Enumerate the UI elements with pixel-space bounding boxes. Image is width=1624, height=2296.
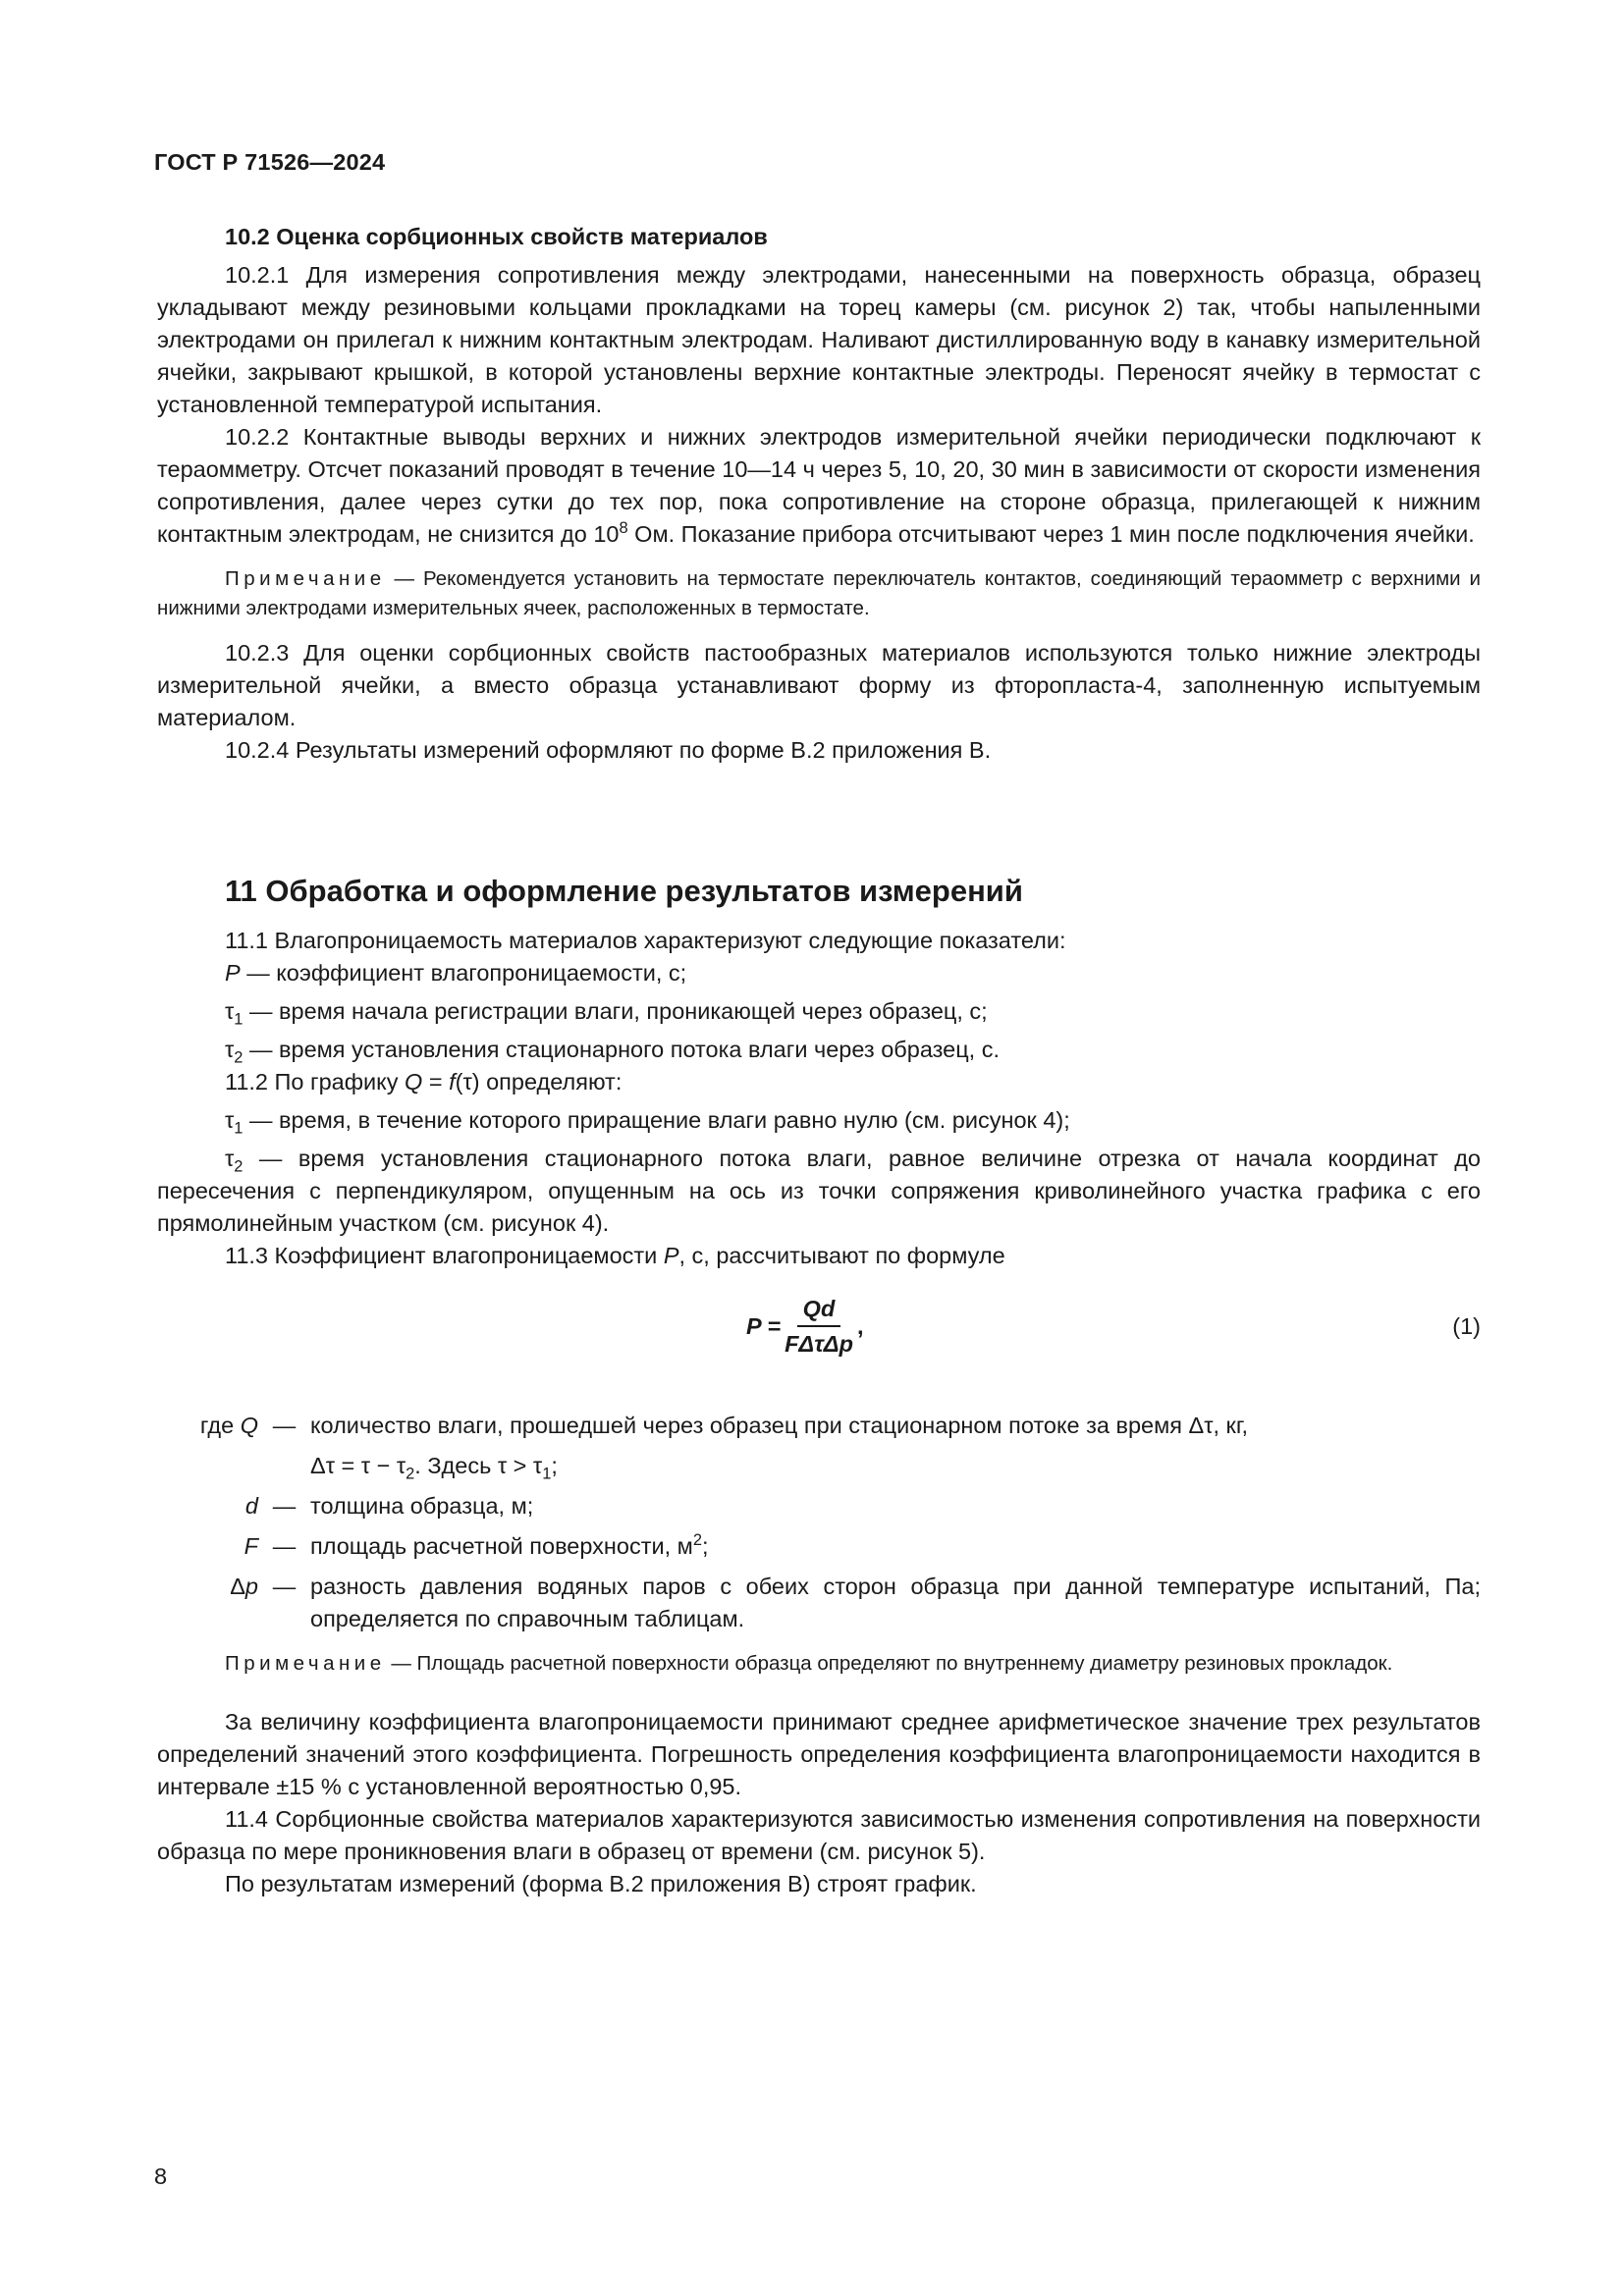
item-tau2 xyxy=(157,1034,1481,1066)
item-tau2b-text: — время установления стационарного потока влаги, равное величине отрезка от начала координат до пересечения с перпендикуляром, опущенным на ось из точки сопряжения криволинейного участка графика с его прямолинейным участком (см. рисунок 4). xyxy=(157,1146,1481,1236)
note-1-text: — Рекомендуется установить на термостате переключатель контактов, соединяющий тераомметр с верхними и нижними электродами измерительных ячеек, расположенных в термостате. xyxy=(157,567,1481,619)
q-cont-text-3: ; xyxy=(551,1453,558,1478)
equation-number: (1) xyxy=(1452,1313,1481,1339)
subscript: 2 xyxy=(234,1157,244,1176)
symbol-tau: τ xyxy=(225,1107,235,1133)
where-word: где xyxy=(199,1413,235,1438)
symbol-P: P xyxy=(663,1243,679,1268)
q-cont-text: Δτ = τ − τ xyxy=(310,1453,406,1478)
definition-d xyxy=(157,1490,1481,1522)
paragraph-10-2-3: 10.2.3 Для оценки сорбционных свойств пастообразных материалов используются только нижние электроды измерительной ячейки, а вместо образца устанавливают форму из фторопласта-4, заполненную испытуемым материалом. xyxy=(157,640,1481,730)
subscript: 1 xyxy=(234,1119,244,1138)
paragraph-average: За величину коэффициента влагопроницаемости принимают среднее арифметическое значение трех результатов определений значений этого коэффициента. Погрешность определения коэффициента влагопроницаемости находится в интервале ±15 % с установленной вероятностью 0,95. xyxy=(157,1709,1481,1799)
formula-numerator: Qd xyxy=(797,1294,841,1327)
definition-dash: — xyxy=(272,1574,297,1599)
definition-dash: — xyxy=(272,1413,297,1438)
formula-comma: , xyxy=(856,1312,864,1339)
symbol-tau: τ xyxy=(225,1037,235,1062)
symbol-Q: Q xyxy=(405,1069,423,1095)
formula-lhs: P = xyxy=(746,1312,782,1339)
definition-dash: — xyxy=(272,1493,297,1519)
definition-text: количество влаги, прошедшей через образец при стационарном потоке за время Δτ, кг, xyxy=(310,1413,1249,1438)
section-10-2 xyxy=(157,221,1481,767)
symbol-tau: τ xyxy=(225,1146,235,1171)
definition-Q xyxy=(157,1410,1481,1442)
paragraph-10-2-2 xyxy=(157,421,1481,551)
symbol-F: F xyxy=(244,1533,258,1559)
symbol-P: P xyxy=(225,960,241,986)
symbol-f: f xyxy=(449,1069,456,1095)
paragraph-11-1: 11.1 Влагопроницаемость материалов характеризуют следующие показатели: xyxy=(225,928,1066,953)
paragraph-11-4: 11.4 Сорбционные свойства материалов характеризуются зависимостью изменения сопротивления на поверхности образца по мере проникновения влаги в образец от времени (см. рисунок 5). xyxy=(157,1806,1481,1864)
delta-sign: Δ xyxy=(230,1574,245,1599)
subscript: 1 xyxy=(542,1465,552,1483)
symbol-d: d xyxy=(244,1493,258,1519)
formula-denominator: FΔτΔp xyxy=(785,1331,853,1357)
note-2-text: — Площадь расчетной поверхности образца определяют по внутреннему диаметру резиновых прокладок. xyxy=(385,1652,1393,1675)
superscript: 2 xyxy=(692,1531,702,1550)
paragraph-last: По результатам измерений (форма В.2 приложения В) строят график. xyxy=(225,1871,977,1896)
definition-Q-continuation xyxy=(157,1450,1481,1482)
section-11 xyxy=(157,872,1481,1900)
item-tau1-text: — время начала регистрации влаги, проникающей через образец, с; xyxy=(243,998,988,1024)
formula-1 xyxy=(157,1294,1481,1380)
p11-2-text: 11.2 По графику xyxy=(225,1069,406,1095)
item-P-text: — коэффициент влагопроницаемости, с; xyxy=(240,960,687,986)
item-tau1b-text: — время, в течение которого приращение влаги равно нулю (см. рисунок 4); xyxy=(243,1107,1070,1133)
symbol-Q: Q xyxy=(240,1413,258,1438)
note-1 xyxy=(157,564,1481,623)
paragraph-11-3 xyxy=(157,1240,1481,1272)
definition-text: разность давления водяных паров с обеих сторон образца при данной температуре испытаний, Па; определяется по справочным таблицам. xyxy=(310,1574,1481,1631)
definition-text xyxy=(310,1530,1481,1563)
definitions-list xyxy=(157,1410,1481,1635)
symbol-delta-p xyxy=(157,1571,258,1635)
p2-text-after: Ом. Показание прибора отсчитывают через 1 мин после подключения ячейки. xyxy=(627,521,1475,547)
definition-text: толщина образца, м; xyxy=(310,1493,534,1519)
definition-F xyxy=(157,1530,1481,1563)
paragraph-11-2 xyxy=(157,1066,1481,1098)
f-text: площадь расчетной поверхности, м xyxy=(310,1533,693,1559)
formula-fraction xyxy=(785,1294,853,1359)
note-2-label: Примечание xyxy=(225,1652,386,1675)
document-header: ГОСТ Р 71526—2024 xyxy=(154,149,386,175)
item-P xyxy=(157,957,1481,989)
p11-2-eq: = xyxy=(422,1069,450,1095)
symbol-tau: τ xyxy=(225,998,235,1024)
paragraph-10-2-4: 10.2.4 Результаты измерений оформляют по форме В.2 приложения В. xyxy=(225,737,992,763)
f-text-end: ; xyxy=(701,1533,709,1559)
p11-3-post: , с, рассчитывают по формуле xyxy=(678,1243,1005,1268)
item-tau1 xyxy=(157,995,1481,1028)
definition-symbol xyxy=(157,1410,258,1442)
symbol-p: p xyxy=(244,1574,258,1599)
p11-3-text: 11.3 Коэффициент влагопроницаемости xyxy=(225,1243,664,1268)
note-2 xyxy=(157,1649,1481,1679)
note-1-label: Примечание xyxy=(225,567,386,590)
definition-dash: — xyxy=(272,1533,297,1559)
section-title-11: 11 Обработка и оформление результатов измерений xyxy=(225,874,1023,908)
paragraph-10-2-1: 10.2.1 Для измерения сопротивления между электродами, нанесенными на поверхность образца, образец укладывают между резиновыми кольцами прокладками на торец камеры (см. рисунок 2) так, чтобы напыленными электродами он прилегал к нижним контактным электродам. Наливают дистиллированную воду в канавку измерительной ячейки, закрывают крышкой, в которой установлены верхние контактные электроды. Переносят ячейку в термостат с установленной температурой испытания. xyxy=(157,262,1481,417)
item-tau2-b xyxy=(157,1143,1481,1240)
page-number: 8 xyxy=(154,2163,168,2189)
p2-exponent: 8 xyxy=(619,519,628,538)
section-title-10-2: 10.2 Оценка сорбционных свойств материалов xyxy=(225,224,768,249)
definition-dp xyxy=(157,1571,1481,1635)
p11-2-arg: (τ) определяют: xyxy=(455,1069,623,1095)
formula-expression xyxy=(746,1294,863,1359)
subscript: 2 xyxy=(406,1465,415,1483)
subscript: 1 xyxy=(234,1010,244,1029)
q-cont-text-2: . Здесь τ > τ xyxy=(414,1453,543,1478)
item-tau1-b xyxy=(157,1104,1481,1137)
p2-text-before: 10.2.2 Контактные выводы верхних и нижних электродов измерительной ячейки периодически подключают к тераомметру. Отсчет показаний проводят в течение 10—14 ч через 5, 10, 20, 30 мин в зависимости от скорости изменения сопротивления, далее через сутки до тех пор, пока сопротивление на стороне образца, прилегающей к нижним контактным электродам, не снизится до 10 xyxy=(157,424,1481,547)
item-tau2-text: — время установления стационарного потока влаги через образец, с. xyxy=(243,1037,1000,1062)
subscript: 2 xyxy=(234,1048,244,1067)
